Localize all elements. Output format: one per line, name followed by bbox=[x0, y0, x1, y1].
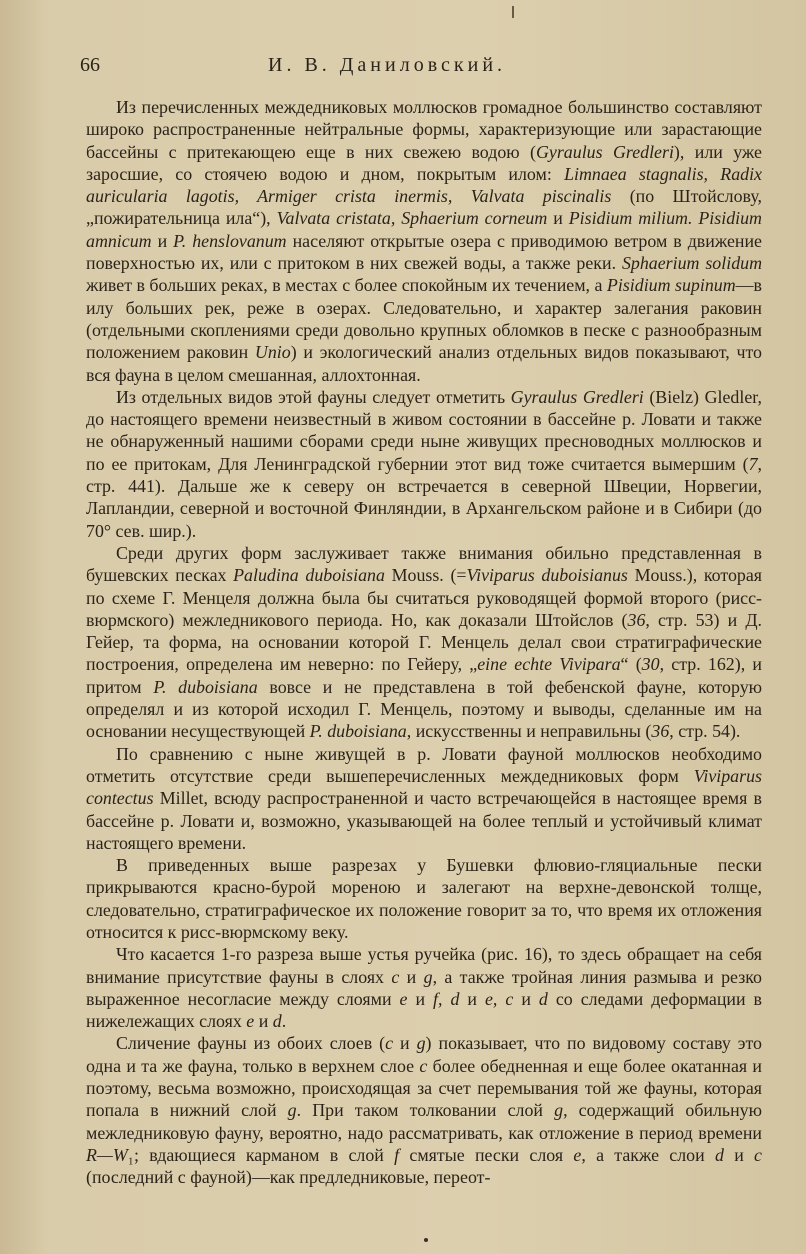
text-run: и bbox=[393, 1033, 417, 1054]
text-run: и bbox=[151, 230, 174, 251]
text-run: ) показывает, что по видовому составу это одна и та же фауна, только в верхнем слое bbox=[86, 1033, 762, 1076]
italic-run: g bbox=[287, 1100, 297, 1121]
text-run: “ ( bbox=[620, 654, 642, 675]
italic-run: f bbox=[394, 1144, 400, 1165]
paragraph bbox=[86, 542, 762, 743]
text-run: , искусственны и неправильны ( bbox=[406, 721, 652, 742]
text-run: населяют открытые озера с приводимою ветром в движение поверхностью их, или с притоком в них свежей воды, а также реки. bbox=[86, 230, 762, 274]
italic-run: d bbox=[714, 1144, 724, 1165]
page-header bbox=[80, 54, 762, 82]
italic-run: P. henslovanum bbox=[173, 230, 287, 251]
text-run: (последний с фауной)—как предледниковые, переот- bbox=[86, 1167, 491, 1188]
italic-run: c bbox=[419, 1055, 428, 1076]
text-run: , а также слои bbox=[581, 1144, 715, 1165]
italic-run: P. duboisiana bbox=[309, 721, 407, 742]
text-run: В приведенных выше разрезах у Бушевки флювио-гляциальные пески прикрываются красно-бурой мореною и залегают на верхне-девонской толще, следовательно, стратиграфическое их положение говорит за то, что время их отложения относится к рисс-вюрмскому веку. bbox=[86, 855, 762, 942]
text-run: и bbox=[399, 966, 424, 987]
text-run: и bbox=[407, 988, 434, 1009]
text-run: более обедненная и еще более окатанная и поэтому, весьма возможно, происходящая за счет перемывания той же фауны, которая попала в нижний слой bbox=[86, 1055, 762, 1121]
text-run: вовсе и не представлена в той фебенской фауне, которую определял и из которой исходил Г. Менцель, поэтому и выводы, сделанные им на основании несуществующей bbox=[86, 676, 763, 742]
italic-run: e bbox=[399, 988, 408, 1009]
italic-run: Gyraulus Gredleri bbox=[510, 386, 644, 407]
text-run: Среди других форм заслуживает также внимания обильно представленная в бушевских песках bbox=[86, 542, 762, 586]
text-run: Mouss.), которая по схеме Г. Менцеля должна была бы считаться руководящей формой второго (рисс-вюрмского) межледникового периода. Но, как доказали Штойслов ( bbox=[86, 565, 762, 630]
italic-run: d bbox=[272, 1011, 282, 1032]
italic-run: Unio bbox=[254, 342, 291, 363]
italic-run: P. duboisiana bbox=[153, 676, 258, 697]
italic-run: Viviparus duboisianus bbox=[466, 565, 628, 586]
italic-run: Pisidium milium. Pisidium amnicum bbox=[86, 208, 762, 251]
text-run: живет в больших реках, в местах с более спокойным их течением, а bbox=[86, 275, 607, 296]
paragraph bbox=[86, 943, 762, 1032]
italic-run: g bbox=[416, 1033, 426, 1054]
italic-run: d bbox=[538, 988, 548, 1009]
text-run: (по Штойслову, „пожирательница ила“), bbox=[86, 186, 762, 229]
italic-run: c bbox=[391, 966, 400, 987]
italic-run: Sphaerium solidum bbox=[621, 253, 762, 274]
text-run: ) и экологический анализ отдельных видов показывают, что вся фауна в целом смешанная, аллохтонная. bbox=[86, 342, 762, 385]
italic-run: eine echte Vivipara bbox=[477, 654, 621, 675]
text-run: и bbox=[723, 1144, 755, 1165]
italic-run: R—W bbox=[86, 1144, 128, 1165]
text-run: , стр. 53) и Д. Гейер, та форма, на основании которой Г. Менцель делал свои стратиграфические построения, определена им неверно: по Гейеру, „ bbox=[86, 609, 762, 675]
paragraph bbox=[86, 743, 762, 854]
italic-run: g bbox=[423, 966, 433, 987]
text-run: Из отдельных видов этой фауны следует отметить bbox=[116, 386, 511, 407]
page-mark bbox=[424, 1238, 428, 1242]
text-run: , а также тройная линия размыва и резко выраженное несогласие между слоями bbox=[86, 966, 762, 1009]
text-run: (Bielz) Gledler, до настоящего времени неизвестный в живом состоянии в бассейне р. Ловати и также не обнаруженный нашими сборами среди ныне живущих пресноводных моллюсков и по ее притокам, Для Ленинградской губернии этот вид тоже считается вымершим ( bbox=[86, 386, 762, 474]
text-run: Сличение фауны из обоих слоев ( bbox=[116, 1033, 386, 1054]
text-run: Что касается 1-го разреза выше устья ручейка (рис. 16), то здесь обращает на себя внимание присутствие фауны в слоях bbox=[86, 944, 762, 987]
text-run: , стр. 54). bbox=[669, 721, 741, 742]
paragraph bbox=[86, 854, 762, 943]
italic-run: Limnaea stagnalis, Radix auricularia lagotis, Armiger crista inermis, Valvata piscinalis bbox=[86, 163, 762, 207]
italic-run: e bbox=[573, 1144, 582, 1165]
italic-run: Gyraulus Gredleri bbox=[535, 141, 674, 162]
text-run: Mouss. (= bbox=[384, 565, 467, 586]
italic-run: Valvata cristata, Sphaerium corneum bbox=[276, 208, 548, 229]
italic-run: g bbox=[554, 1100, 564, 1121]
text-run: и bbox=[254, 1011, 273, 1032]
text-run: . При таком толковании слой bbox=[296, 1100, 555, 1121]
text-run: . bbox=[281, 1011, 287, 1032]
paragraph bbox=[86, 386, 762, 542]
text-run: , стр. 441). Дальше же к северу он встречается в северной Швеции, Норвегии, Лапландии, северной и восточной Финляндии, в Архангельском районе и в Сибири (до 70° сев. шир.). bbox=[86, 453, 762, 541]
text-run: , стр. 162), и притом bbox=[86, 654, 762, 697]
binding-mark bbox=[512, 6, 514, 18]
italic-run: Paludina duboisiana bbox=[233, 565, 385, 586]
running-head: И. В. Даниловский. bbox=[268, 54, 507, 76]
paragraph bbox=[86, 96, 762, 386]
paragraph bbox=[86, 1032, 762, 1188]
italic-run: c bbox=[754, 1144, 762, 1165]
text-run: По сравнению с ныне живущей в р. Ловати фауной моллюсков необходимо отметить отсутствие среди вышеперечисленных междедниковых форм bbox=[86, 743, 762, 786]
text-run: , содержащий обильную межледниковую фауну, вероятно, надо рассматривать, как отложение в период времени bbox=[86, 1100, 762, 1143]
text-run: Из перечисленных междедниковых моллюсков громадное большинство составляют широко распространенные нейтральные формы, характеризующие или зарастающие бассейны с притекающею еще в них свежею водою ( bbox=[86, 97, 762, 162]
text-run: и bbox=[513, 988, 539, 1009]
italic-run: f, d bbox=[433, 988, 460, 1009]
italic-run: Viviparus contectus bbox=[86, 765, 762, 809]
text-run: Millet, всюду распространенной и часто встречающейся в настоящее время в бассейне р. Ловати и, возможно, указывающей на более теплый и устойчивый климат настоящего времени. bbox=[86, 788, 762, 853]
italic-run: e bbox=[246, 1011, 255, 1032]
italic-run: 36 bbox=[651, 721, 670, 742]
page-number: 66 bbox=[80, 54, 100, 76]
text-run: со следами деформации в нижележащих слоях bbox=[86, 988, 763, 1032]
text-run: смятые пески слоя bbox=[399, 1144, 574, 1165]
text-run: ), или уже заросшие, со стоячею водою и дном, покрытым илом: bbox=[86, 141, 762, 184]
text-run: ₁; вдающиеся карманом в слой bbox=[127, 1144, 395, 1165]
italic-run: 30 bbox=[641, 654, 660, 675]
text-run: и bbox=[459, 988, 485, 1009]
italic-run: e, c bbox=[484, 988, 514, 1009]
italic-run: 36 bbox=[627, 609, 646, 630]
italic-run: c bbox=[385, 1033, 394, 1054]
text-run: —в илу больших рек, реже в озерах. Следовательно, и характер залегания раковин (отдельными скоплениями среди довольно крупных обломков в песке с разнообразным положением раковин bbox=[86, 275, 762, 363]
italic-run: Pisidium supinum bbox=[606, 275, 736, 296]
italic-run: 7 bbox=[748, 453, 758, 474]
text-run: и bbox=[547, 208, 569, 229]
body-text bbox=[86, 96, 762, 1189]
